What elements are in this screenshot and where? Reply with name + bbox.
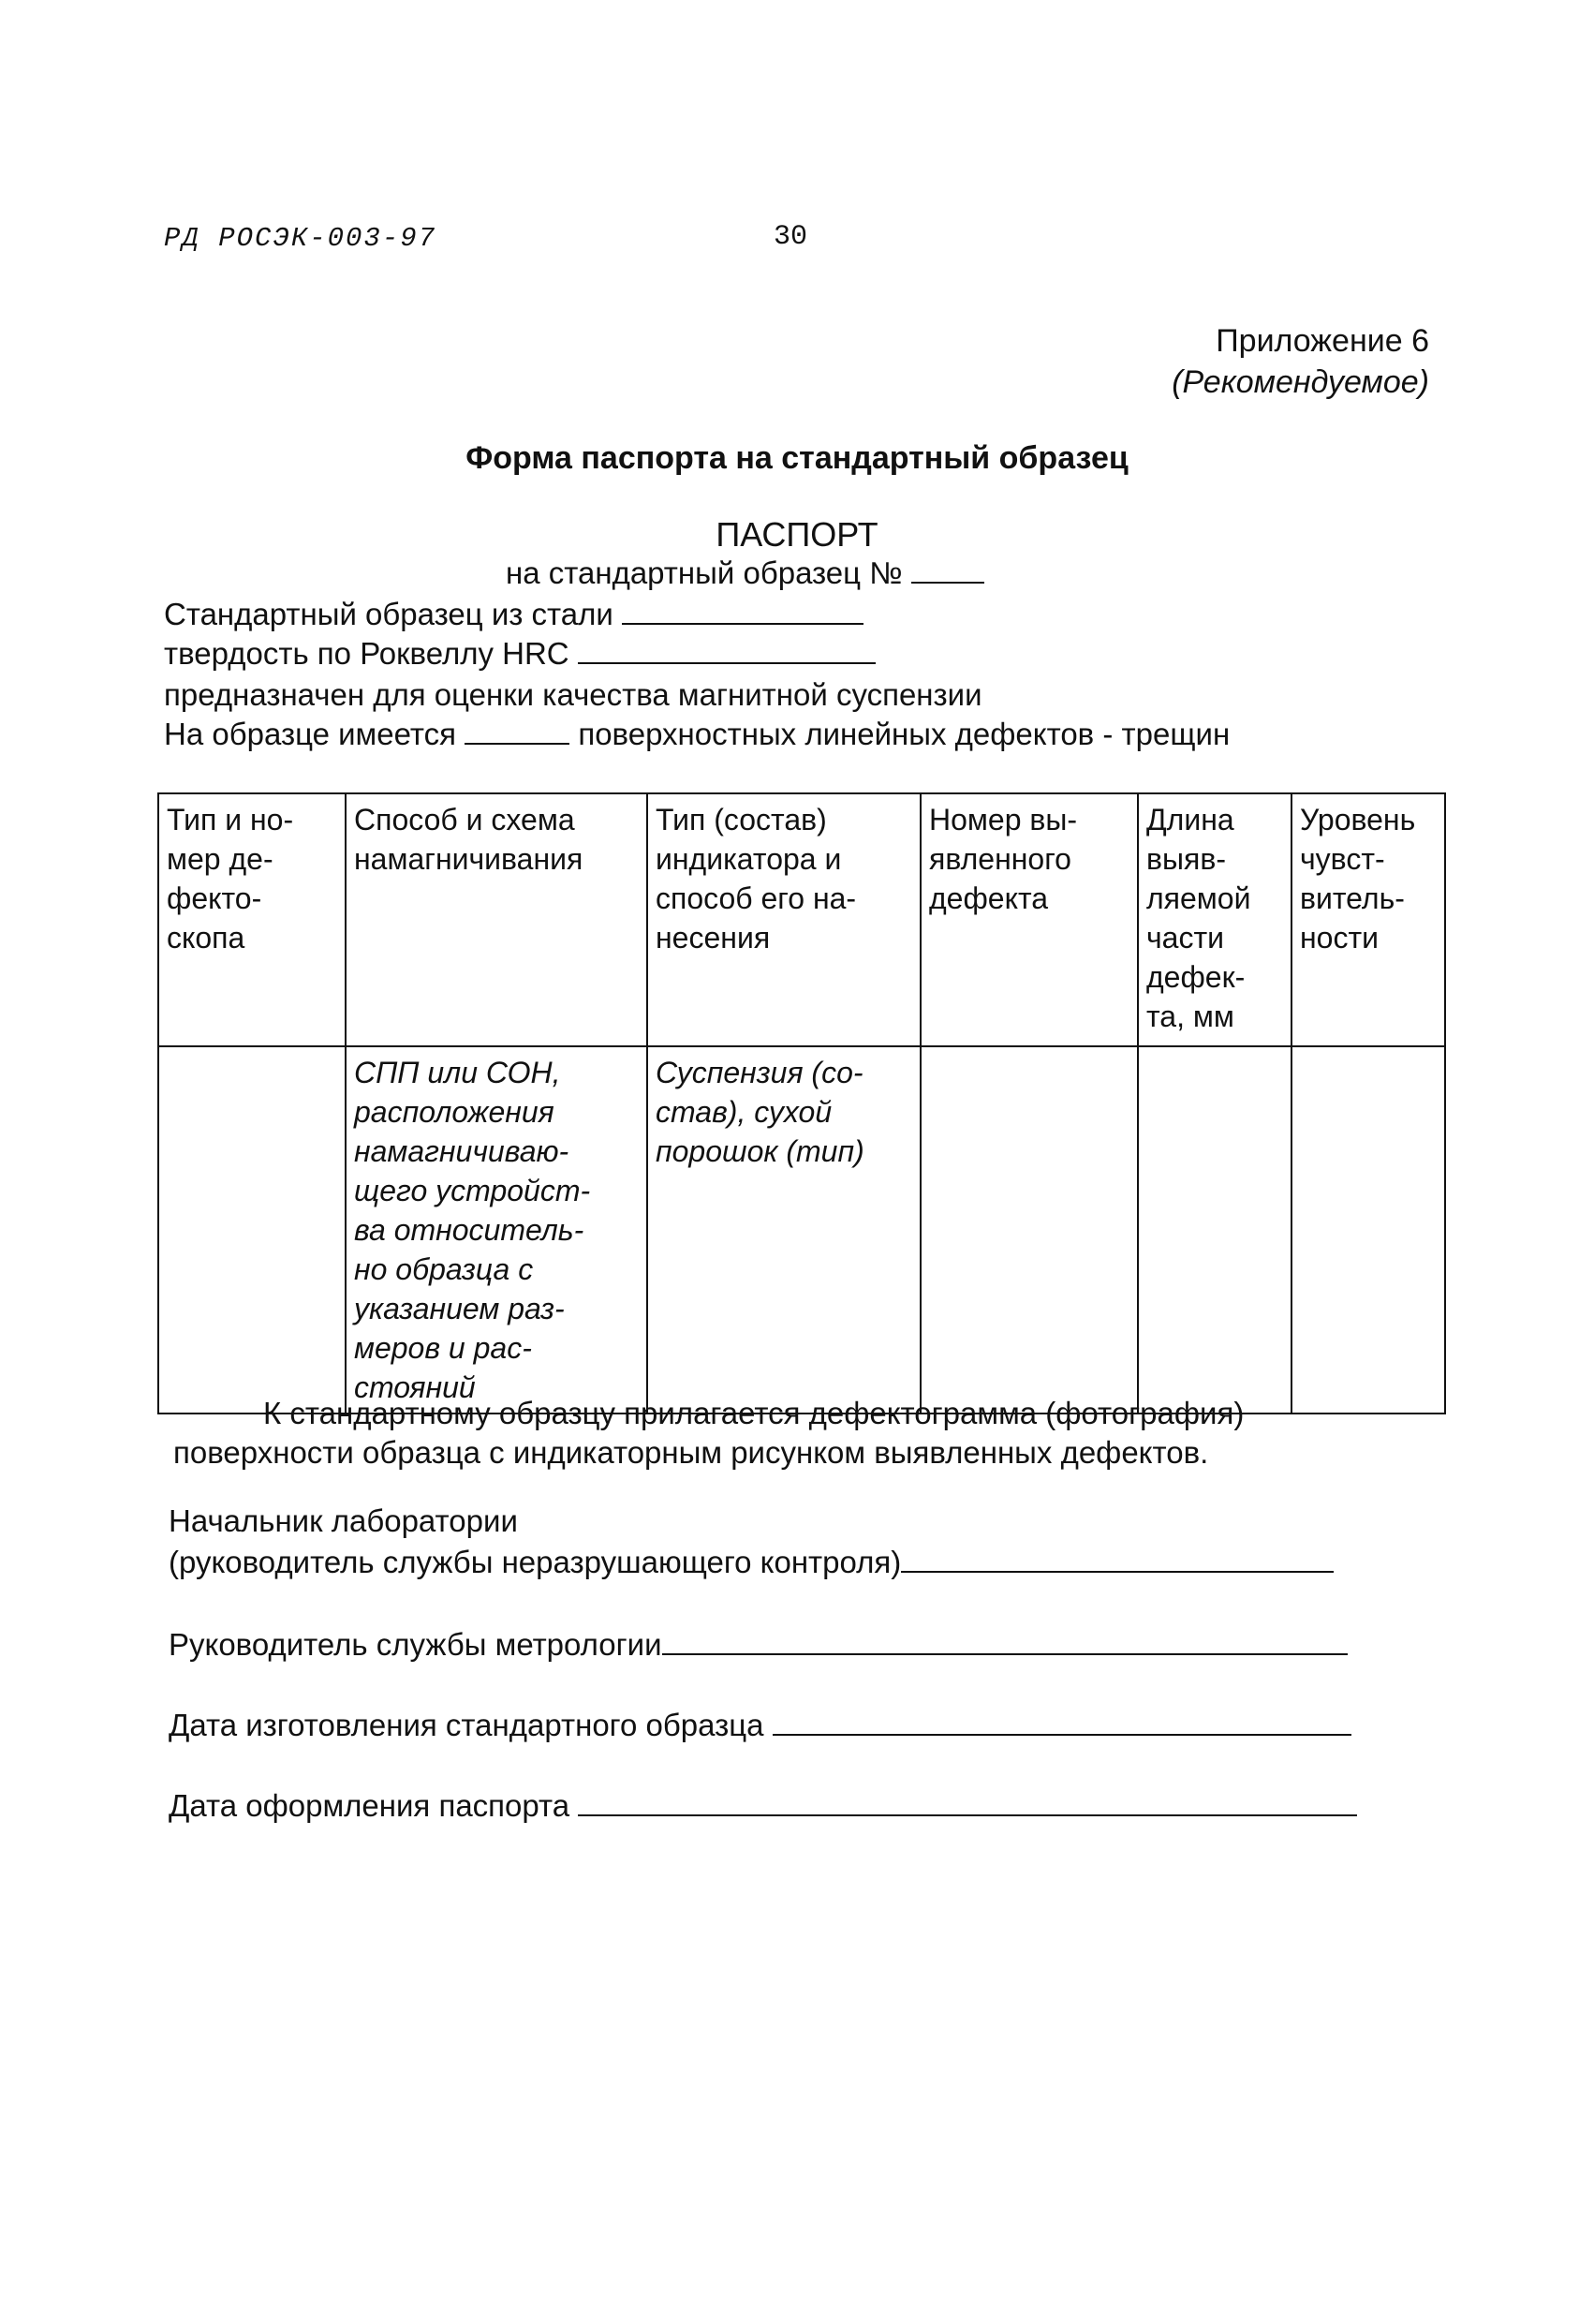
passport-subtitle: на стандартный образец №: [506, 555, 903, 590]
passport-table: [157, 792, 1446, 1414]
passport-subtitle-line: [506, 555, 984, 592]
issue-date-label: Дата оформления паспорта: [169, 1788, 570, 1823]
steel-line: [164, 596, 863, 633]
metrology-line: [169, 1624, 1348, 1665]
issue-date-line: [169, 1785, 1357, 1827]
note-paragraph: К стандартному образцу прилагается дефектограмма (фотография) поверхности образца с индикаторным рисунком выявленных дефектов.: [173, 1396, 1245, 1470]
ndt-head-label: (руководитель службы неразрушающего контроля): [169, 1545, 902, 1579]
appendix-block: [1172, 320, 1429, 403]
defects-prefix: На образце имеется: [164, 717, 456, 751]
passport-title: ПАСПОРТ: [716, 515, 878, 554]
document-code: РД РОСЭК-003-97: [164, 223, 437, 254]
metrology-label: Руководитель службы метрологии: [169, 1627, 662, 1662]
appendix-note: (Рекомендуемое): [1172, 364, 1429, 400]
appendix-label: Приложение 6: [1216, 323, 1429, 359]
defects-suffix: поверхностных линейных дефектов - трещин: [578, 717, 1231, 751]
page-number: 30: [774, 221, 808, 253]
hardness-label: твердость по Роквеллу HRC: [164, 636, 569, 671]
cell-detector[interactable]: [158, 1046, 346, 1414]
header-cell-indicator: Тип (состав) индикатора и способ его на- несения: [647, 793, 921, 1046]
table-header-row: [158, 793, 1445, 1046]
issue-date-blank[interactable]: [578, 1813, 1357, 1816]
cell-indicator: Суспензия (со- став), сухой порошок (тип): [647, 1046, 921, 1414]
header-cell-detector: Тип и но- мер де- фекто- скопа: [158, 793, 346, 1046]
manufacture-date-label: Дата изготовления стандартного образца: [169, 1708, 764, 1742]
manufacture-date-blank[interactable]: [773, 1733, 1351, 1736]
ndt-head-signature-blank[interactable]: [901, 1570, 1334, 1573]
cell-sensitivity[interactable]: [1291, 1046, 1445, 1414]
table-row: [158, 1046, 1445, 1414]
manufacture-date-line: [169, 1705, 1351, 1746]
hardness-blank[interactable]: [578, 661, 876, 664]
header-cell-sensitivity: Уровень чувст- витель- ности: [1291, 793, 1445, 1046]
cell-defect-length[interactable]: [1138, 1046, 1291, 1414]
defects-line: [164, 716, 1230, 753]
cell-defect-number[interactable]: [921, 1046, 1138, 1414]
header-cell-magnetization: Способ и схема намагничивания: [346, 793, 647, 1046]
lab-head-label: Начальник лаборатории: [169, 1503, 518, 1538]
metrology-signature-blank[interactable]: [662, 1652, 1348, 1655]
defects-count-blank[interactable]: [465, 742, 569, 745]
header-cell-defect-length: Длина выяв- ляемой части дефек- та, мм: [1138, 793, 1291, 1046]
hardness-line: [164, 635, 876, 673]
header-cell-defect-number: Номер вы- явленного дефекта: [921, 793, 1138, 1046]
ndt-head-line: [169, 1542, 1334, 1583]
purpose-text: предназначен для оценки качества магнитной суспензии: [164, 677, 982, 712]
cell-magnetization: СПП или СОН, расположения намагничиваю- щего устройст- ва относитель- но образца с указанием раз- меров и рас- стояний: [346, 1046, 647, 1414]
sample-number-blank[interactable]: [911, 581, 984, 584]
form-title: Форма паспорта на стандартный образец: [465, 440, 1129, 476]
steel-label: Стандартный образец из стали: [164, 597, 613, 631]
steel-blank[interactable]: [622, 622, 863, 625]
